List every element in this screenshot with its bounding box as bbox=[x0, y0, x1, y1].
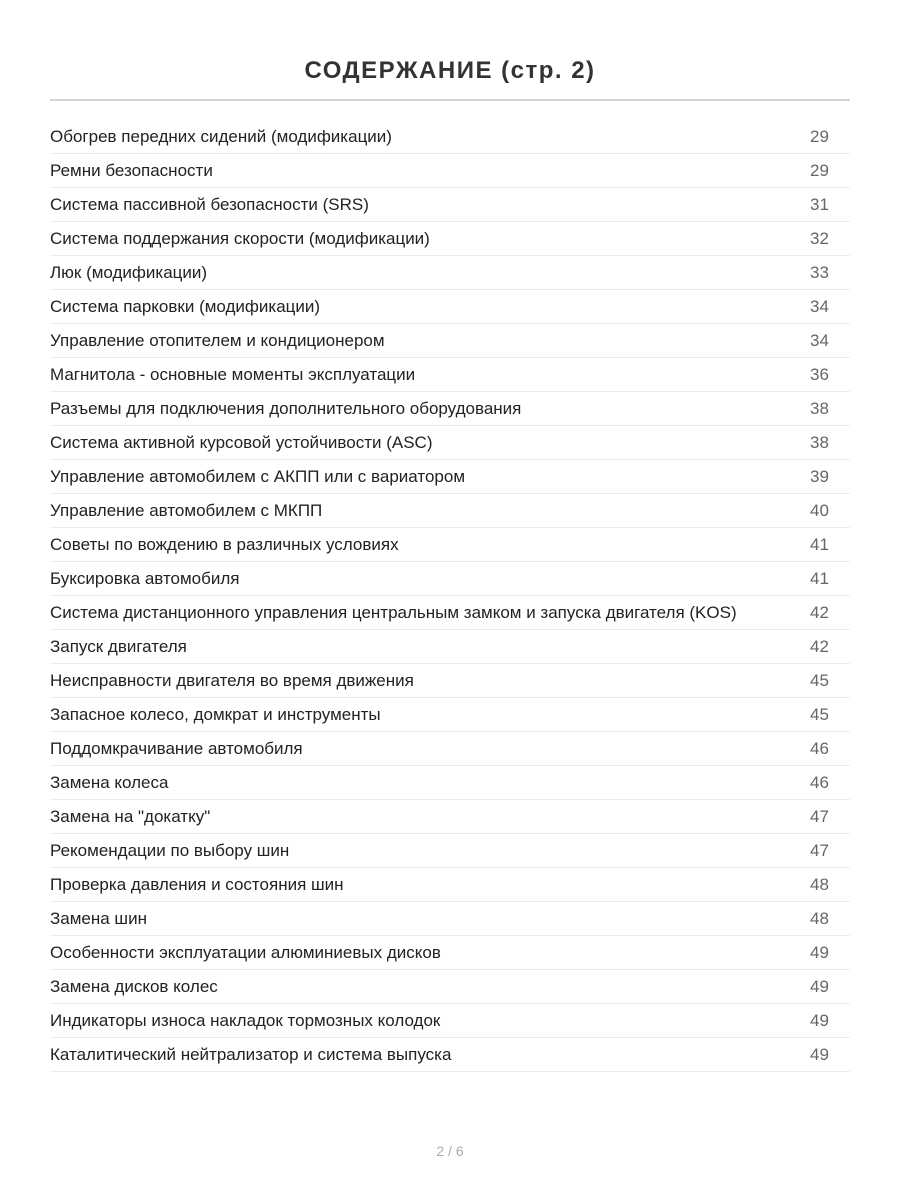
toc-entry-title: Советы по вождению в различных условиях bbox=[50, 534, 399, 554]
toc-entry[interactable] bbox=[50, 868, 850, 902]
toc-entry-title: Поддомкрачивание автомобиля bbox=[50, 738, 303, 758]
title-divider bbox=[50, 99, 850, 101]
toc-entry-page-number: 47 bbox=[810, 840, 829, 860]
toc-entry-title: Управление автомобилем с АКПП или с вариатором bbox=[50, 466, 466, 486]
toc-entry[interactable] bbox=[50, 120, 850, 154]
toc-entry-page-number: 29 bbox=[810, 160, 829, 180]
toc-entry-title: Система поддержания скорости (модификации) bbox=[50, 228, 430, 248]
toc-entry-title: Магнитола - основные моменты эксплуатации bbox=[50, 364, 416, 384]
toc-entry-page-number: 42 bbox=[810, 636, 829, 656]
toc-entry-title: Управление отопителем и кондиционером bbox=[50, 330, 385, 350]
toc-entry[interactable] bbox=[50, 460, 850, 494]
toc-entry[interactable] bbox=[50, 800, 850, 834]
toc-entry-title: Индикаторы износа накладок тормозных колодок bbox=[50, 1010, 441, 1030]
toc-entry-page-number: 42 bbox=[810, 602, 829, 622]
toc-entry[interactable] bbox=[50, 596, 850, 630]
toc-entry[interactable] bbox=[50, 766, 850, 800]
toc-entry[interactable] bbox=[50, 902, 850, 936]
toc-entry-page-number: 31 bbox=[810, 194, 829, 214]
toc-entry-page-number: 49 bbox=[810, 942, 829, 962]
page-title: СОДЕРЖАНИЕ (стр. 2) bbox=[304, 57, 596, 85]
toc-entry[interactable] bbox=[50, 324, 850, 358]
toc-entry-page-number: 45 bbox=[810, 704, 829, 724]
toc-entry[interactable] bbox=[50, 528, 850, 562]
toc-entry-title: Замена дисков колес bbox=[50, 976, 218, 996]
toc-entry-page-number: 39 bbox=[810, 466, 829, 486]
toc-entry-page-number: 47 bbox=[810, 806, 829, 826]
toc-entry[interactable] bbox=[50, 1004, 850, 1038]
toc-entry-page-number: 29 bbox=[810, 126, 829, 146]
toc-entry-page-number: 49 bbox=[810, 1044, 829, 1064]
toc-entry[interactable] bbox=[50, 562, 850, 596]
toc-entry-page-number: 46 bbox=[810, 738, 829, 758]
toc-entry-title: Особенности эксплуатации алюминиевых дисков bbox=[50, 942, 441, 962]
toc-entry[interactable] bbox=[50, 154, 850, 188]
toc-entry-title: Замена на "докатку" bbox=[50, 806, 211, 826]
toc-entry-title: Люк (модификации) bbox=[50, 262, 208, 282]
toc-entry-page-number: 36 bbox=[810, 364, 829, 384]
toc-entry-page-number: 41 bbox=[810, 534, 829, 554]
toc-entry[interactable] bbox=[50, 970, 850, 1004]
toc-entry-page-number: 34 bbox=[810, 330, 829, 350]
toc-entry[interactable] bbox=[50, 188, 850, 222]
toc-entry-page-number: 49 bbox=[810, 976, 829, 996]
toc-entry-title: Система активной курсовой устойчивости (ASC) bbox=[50, 432, 433, 452]
toc-entry-title: Система парковки (модификации) bbox=[50, 296, 321, 316]
toc-entry[interactable] bbox=[50, 732, 850, 766]
toc-entry-page-number: 33 bbox=[810, 262, 829, 282]
toc-entry[interactable] bbox=[50, 698, 850, 732]
toc-entry-page-number: 32 bbox=[810, 228, 829, 248]
toc-entry[interactable] bbox=[50, 494, 850, 528]
toc-entry-title: Система пассивной безопасности (SRS) bbox=[50, 194, 369, 214]
toc-entry-title: Разъемы для подключения дополнительного оборудования bbox=[50, 398, 522, 418]
toc-entry[interactable] bbox=[50, 290, 850, 324]
toc-entry[interactable] bbox=[50, 358, 850, 392]
toc-entry-title: Рекомендации по выбору шин bbox=[50, 840, 290, 860]
toc-entry-page-number: 38 bbox=[810, 432, 829, 452]
toc-entry-title: Ремни безопасности bbox=[50, 160, 213, 180]
toc-entry-title: Проверка давления и состояния шин bbox=[50, 874, 344, 894]
toc-entry[interactable] bbox=[50, 630, 850, 664]
toc-entry-title: Замена шин bbox=[50, 908, 147, 928]
toc-entry-title: Управление автомобилем с МКПП bbox=[50, 500, 323, 520]
toc-entry-page-number: 48 bbox=[810, 908, 829, 928]
toc-entry-title: Запасное колесо, домкрат и инструменты bbox=[50, 704, 381, 724]
toc-entry-page-number: 41 bbox=[810, 568, 829, 588]
toc-entry-page-number: 46 bbox=[810, 772, 829, 792]
toc-entry-title: Запуск двигателя bbox=[50, 636, 187, 656]
toc-entry[interactable] bbox=[50, 222, 850, 256]
toc-entry-page-number: 49 bbox=[810, 1010, 829, 1030]
toc-entry-title: Неисправности двигателя во время движения bbox=[50, 670, 414, 690]
toc-entry[interactable] bbox=[50, 426, 850, 460]
toc-entry[interactable] bbox=[50, 936, 850, 970]
toc-entry-title: Буксировка автомобиля bbox=[50, 568, 240, 588]
toc-entry-page-number: 40 bbox=[810, 500, 829, 520]
toc-entry[interactable] bbox=[50, 256, 850, 290]
toc-entry[interactable] bbox=[50, 1038, 850, 1072]
table-of-contents bbox=[50, 120, 850, 1072]
toc-entry-page-number: 48 bbox=[810, 874, 829, 894]
toc-entry-page-number: 45 bbox=[810, 670, 829, 690]
toc-entry[interactable] bbox=[50, 392, 850, 426]
toc-entry-page-number: 38 bbox=[810, 398, 829, 418]
toc-entry-title: Замена колеса bbox=[50, 772, 169, 792]
toc-entry[interactable] bbox=[50, 664, 850, 698]
page-indicator: 2 / 6 bbox=[436, 1143, 464, 1159]
toc-entry-title: Обогрев передних сидений (модификации) bbox=[50, 126, 392, 146]
toc-entry-title: Система дистанционного управления центральным замком и запуска двигателя (KOS) bbox=[50, 602, 737, 622]
toc-entry-title: Каталитический нейтрализатор и система выпуска bbox=[50, 1044, 452, 1064]
toc-entry[interactable] bbox=[50, 834, 850, 868]
toc-entry-page-number: 34 bbox=[810, 296, 829, 316]
